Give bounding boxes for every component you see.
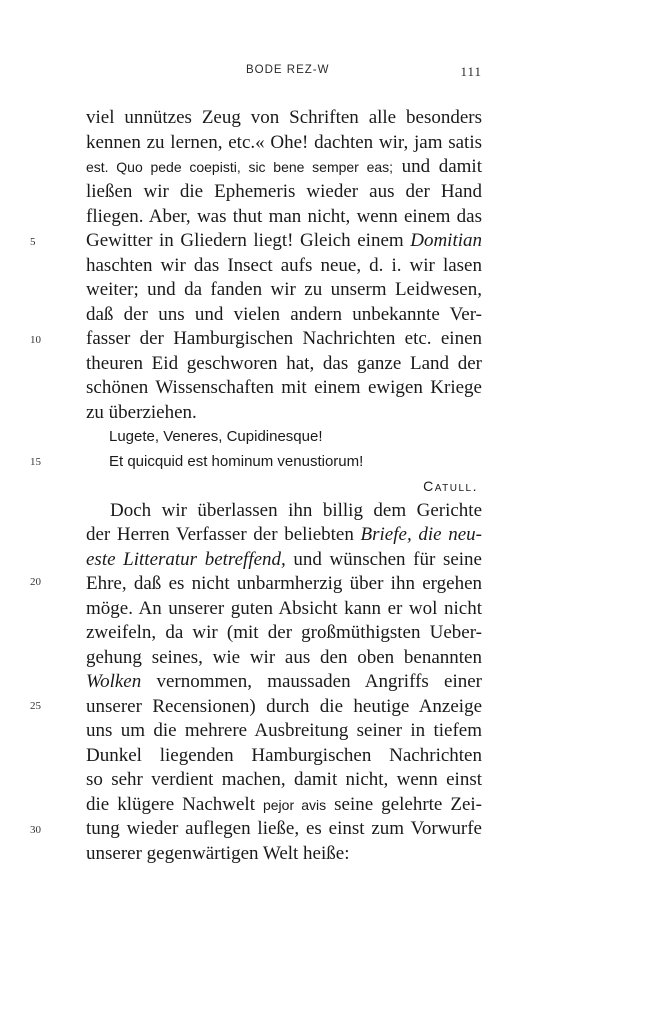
verse-line: Et quicquid est hominum venustiorum! bbox=[109, 453, 364, 470]
line-number: 20 bbox=[30, 576, 41, 588]
line-number: 30 bbox=[30, 824, 41, 836]
italic-title: este Litteratur betreffend, bbox=[86, 549, 286, 570]
text-line: schönen Wissenschaften mit einem ewigen Kriege bbox=[86, 377, 482, 398]
page-header bbox=[86, 64, 482, 84]
text-line: kennen zu lernen, etc.« Ohe! dachten wir, jam satis bbox=[86, 132, 482, 153]
text-line: unserer gegenwärtigen Welt heiße: bbox=[86, 843, 350, 864]
text-line: Doch wir überlassen ihn billig dem Gerichte bbox=[110, 500, 482, 521]
text-line: gehung seines, wie wir aus den oben benannten bbox=[86, 647, 482, 668]
line-number: 10 bbox=[30, 334, 41, 346]
verse-attribution: Catull. bbox=[423, 478, 478, 494]
text-line: fliegen. Aber, was thut man nicht, wenn einem das bbox=[86, 206, 482, 227]
text-line: uns um die mehrere Ausbreitung seiner in tiefem bbox=[86, 720, 482, 741]
line-number: 5 bbox=[30, 236, 36, 248]
text-line: unserer Recensionen) durch die heutige Anzeige bbox=[86, 696, 482, 717]
text-line: daß der uns und vielen andern unbekannte Ver- bbox=[86, 304, 482, 325]
latin-phrase: pejor avis bbox=[262, 797, 327, 813]
line-number: 25 bbox=[30, 700, 41, 712]
text-line: die klügere Nachwelt pejor avis seine gelehrte Zei- bbox=[86, 794, 483, 815]
latin-quote: est. Quo pede coepisti, sic bene semper eas; bbox=[86, 159, 394, 175]
text-line: der Herren Verfasser der beliebten Briefe, die neu- bbox=[86, 524, 482, 545]
line-number: 15 bbox=[30, 456, 41, 468]
text-line: viel unnützes Zeug von Schriften alle besonders bbox=[86, 107, 482, 128]
text-line: fasser der Hamburgischen Nachrichten etc. einen bbox=[86, 328, 482, 349]
italic-term: Domitian bbox=[410, 230, 482, 251]
text-line: zu überziehen. bbox=[86, 402, 197, 423]
italic-term: Wolken bbox=[86, 671, 142, 692]
text-line: zweifeln, da wir (mit der großmüthigsten Ueber- bbox=[86, 622, 482, 643]
text-line: este Litteratur betreffend, und wünschen für seine bbox=[86, 549, 482, 570]
verse-line: Lugete, Veneres, Cupidinesque! bbox=[109, 428, 323, 445]
page-number: 111 bbox=[460, 64, 482, 79]
text-line: haschten wir das Insect aufs neue, d. i. wir lasen bbox=[86, 255, 482, 276]
running-head: BODE REZ-W bbox=[246, 64, 330, 76]
text-line: Ehre, daß es nicht unbarmherzig über ihn ergehen bbox=[86, 573, 482, 594]
text-line: so sehr verdient machen, damit nicht, wenn einst bbox=[86, 769, 482, 790]
italic-title: Briefe, die neu- bbox=[360, 524, 482, 545]
text-line: tung wieder auflegen ließe, es einst zum Vorwurfe bbox=[86, 818, 482, 839]
text-line: Gewitter in Gliedern liegt! Gleich einem Domitian bbox=[86, 230, 482, 251]
text-line: est. Quo pede coepisti, sic bene semper eas; und damit bbox=[86, 156, 482, 177]
text-line: theuren Eid geschworen hat, das ganze Land der bbox=[86, 353, 482, 374]
text-line: ließen wir die Ephemeris wieder aus der Hand bbox=[86, 181, 482, 202]
text-line: möge. An unserer guten Absicht kann er wol nicht bbox=[86, 598, 482, 619]
text-line: Dunkel liegenden Hamburgischen Nachrichten bbox=[86, 745, 482, 766]
text-line: Wolken vernommen, maussaden Angriffs einer bbox=[86, 671, 482, 692]
text-line: weiter; und da fanden wir zu unserm Leidwesen, bbox=[86, 279, 482, 300]
